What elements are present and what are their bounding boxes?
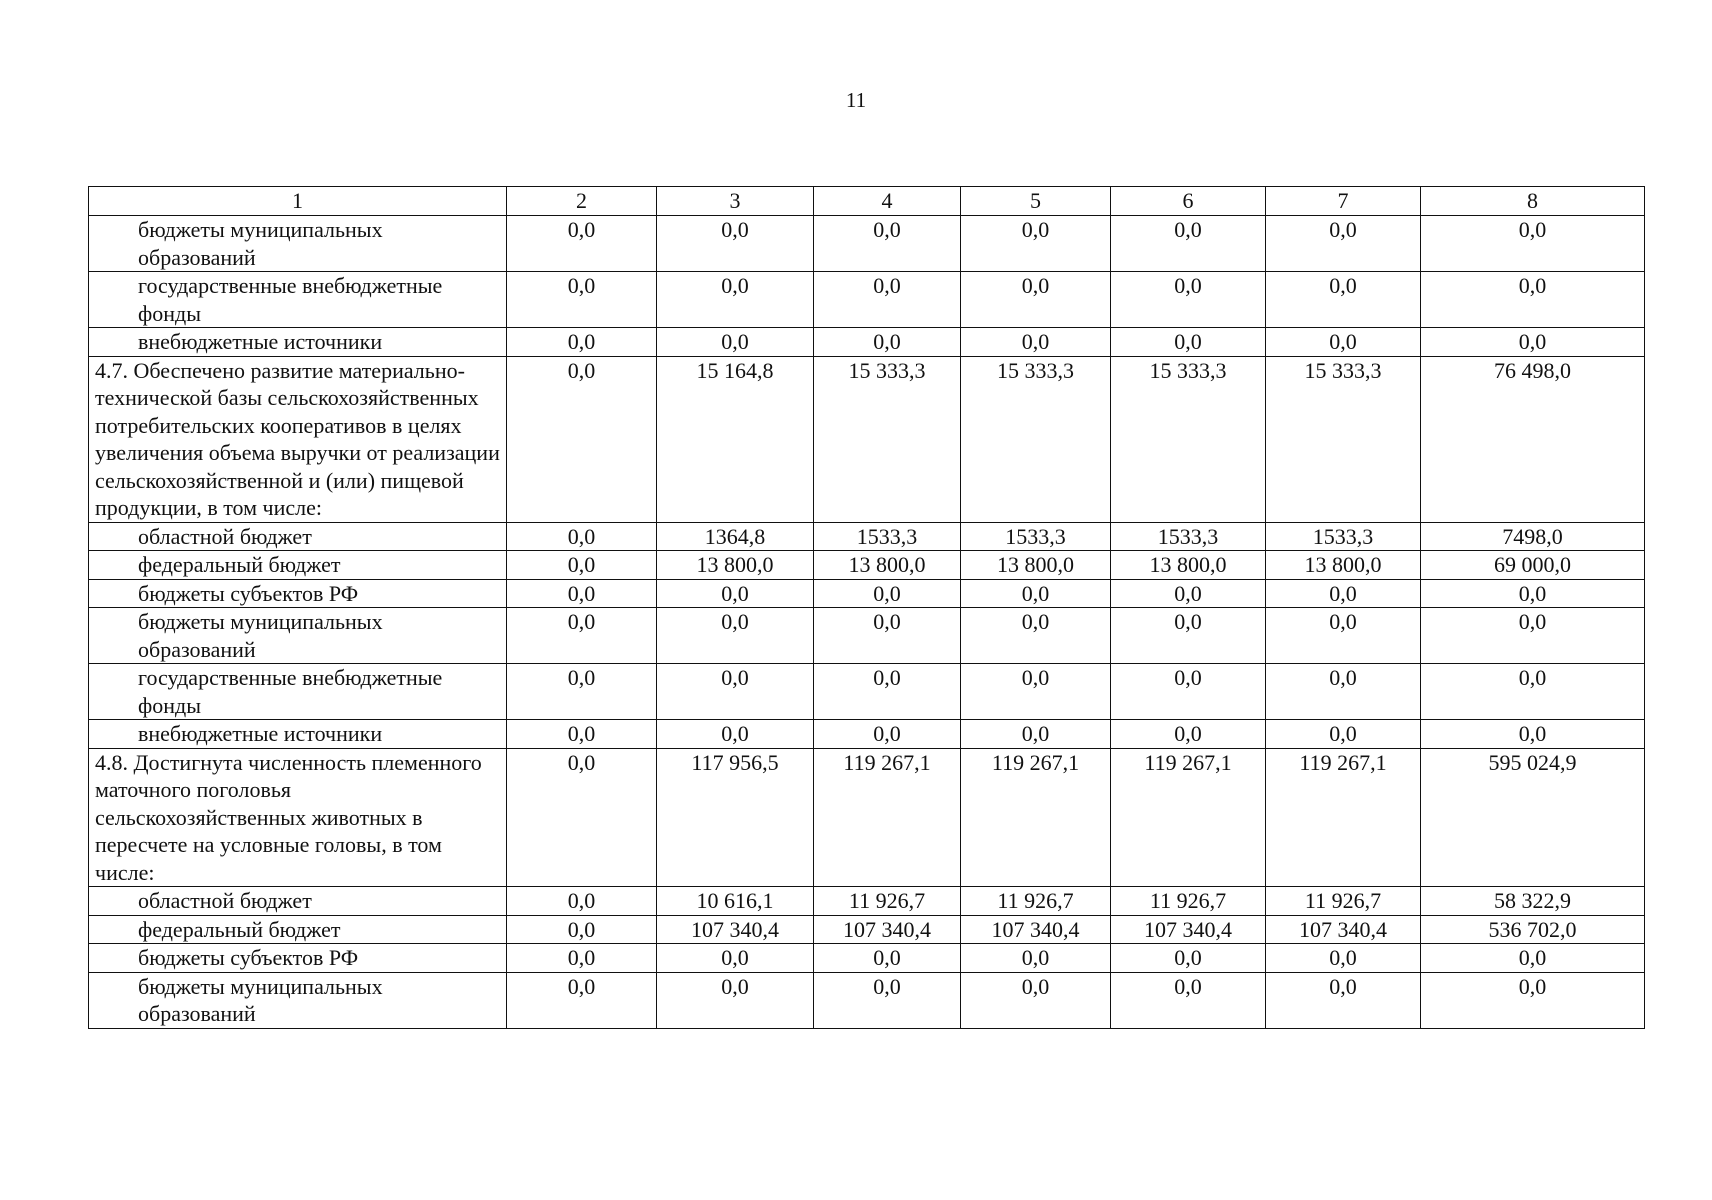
table-row-sub (89, 720, 1645, 749)
row-label-text: федеральный бюджет (138, 552, 341, 577)
row-label (89, 522, 507, 551)
cell-value: 1533,3 (1111, 522, 1266, 551)
cell-value: 107 340,4 (1111, 915, 1266, 944)
header-row (89, 187, 1645, 216)
cell-value: 0,0 (1266, 272, 1421, 328)
cell-value: 107 340,4 (657, 915, 814, 944)
row-label (89, 579, 507, 608)
cell-value: 76 498,0 (1421, 356, 1645, 522)
row-label-text: государственные внебюджетные фонды (138, 665, 443, 718)
cell-value: 0,0 (1111, 579, 1266, 608)
cell-value: 0,0 (961, 944, 1111, 973)
column-header: 2 (507, 187, 657, 216)
cell-value: 0,0 (961, 272, 1111, 328)
row-label (89, 748, 507, 887)
table-row-sub (89, 608, 1645, 664)
table-row-main (89, 356, 1645, 522)
cell-value: 0,0 (507, 972, 657, 1028)
cell-value: 0,0 (1111, 328, 1266, 357)
table-row-sub (89, 579, 1645, 608)
row-label (89, 328, 507, 357)
page-number: 11 (845, 88, 867, 112)
row-label (89, 915, 507, 944)
cell-value: 7498,0 (1421, 522, 1645, 551)
table-row-main (89, 748, 1645, 887)
cell-value: 13 800,0 (657, 551, 814, 580)
cell-value: 11 926,7 (961, 887, 1111, 916)
row-label-text: 4.7. Обеспечено развитие материально-технической базы сельскохозяйственных потребительских кооперативов в целях увеличения объема выручки от реализации сельскохозяйственной и (или) пищевой продукции, в том числе: (95, 357, 500, 520)
cell-value: 0,0 (814, 579, 961, 608)
row-label-text: бюджеты муниципальных образований (138, 217, 383, 270)
cell-value: 0,0 (1266, 972, 1421, 1028)
row-label (89, 944, 507, 973)
cell-value: 11 926,7 (1266, 887, 1421, 916)
cell-value: 0,0 (1421, 972, 1645, 1028)
cell-value: 0,0 (507, 356, 657, 522)
table-row-sub (89, 272, 1645, 328)
cell-value: 0,0 (814, 972, 961, 1028)
cell-value: 0,0 (507, 579, 657, 608)
cell-value: 0,0 (1266, 720, 1421, 749)
row-label (89, 216, 507, 272)
column-header: 5 (961, 187, 1111, 216)
row-label-text: федеральный бюджет (138, 916, 341, 942)
cell-value: 0,0 (507, 522, 657, 551)
cell-value: 10 616,1 (657, 887, 814, 916)
cell-value: 0,0 (961, 608, 1111, 664)
row-label (89, 356, 507, 522)
row-label-text: бюджеты субъектов РФ (138, 945, 359, 970)
cell-value: 0,0 (657, 579, 814, 608)
row-label-text: внебюджетные источники (138, 721, 383, 746)
cell-value: 1533,3 (814, 522, 961, 551)
row-label (89, 720, 507, 749)
row-label (89, 551, 507, 580)
column-header: 1 (89, 187, 507, 216)
cell-value: 119 267,1 (814, 748, 961, 887)
cell-value: 0,0 (961, 972, 1111, 1028)
row-label-text: областной бюджет (138, 523, 312, 549)
cell-value: 119 267,1 (1266, 748, 1421, 887)
cell-value: 0,0 (1421, 216, 1645, 272)
cell-value: 0,0 (961, 328, 1111, 357)
table-row-sub (89, 887, 1645, 916)
cell-value: 0,0 (507, 720, 657, 749)
cell-value: 595 024,9 (1421, 748, 1645, 887)
cell-value: 0,0 (1421, 579, 1645, 608)
cell-value: 0,0 (1421, 664, 1645, 720)
cell-value: 0,0 (814, 944, 961, 973)
cell-value: 0,0 (507, 748, 657, 887)
cell-value: 0,0 (507, 328, 657, 357)
column-header: 3 (657, 187, 814, 216)
cell-value: 15 333,3 (961, 356, 1111, 522)
cell-value: 0,0 (507, 887, 657, 916)
cell-value: 0,0 (657, 328, 814, 357)
cell-value: 13 800,0 (814, 551, 961, 580)
row-label-text: внебюджетные источники (138, 329, 383, 354)
column-header: 7 (1266, 187, 1421, 216)
cell-value: 0,0 (814, 216, 961, 272)
row-label-text: бюджеты муниципальных образований (138, 973, 383, 1026)
cell-value: 0,0 (507, 664, 657, 720)
row-label-text: государственные внебюджетные фонды (138, 273, 443, 326)
cell-value: 0,0 (1111, 720, 1266, 749)
cell-value: 15 333,3 (814, 356, 961, 522)
table-row-sub (89, 915, 1645, 944)
cell-value: 0,0 (657, 944, 814, 973)
cell-value: 0,0 (507, 608, 657, 664)
cell-value: 0,0 (1266, 216, 1421, 272)
cell-value: 0,0 (814, 272, 961, 328)
row-label-text: 4.8. Достигнута численность племенного маточного поголовья сельскохозяйственных животных в пересчете на условные головы, в том числе: (95, 749, 482, 885)
cell-value: 58 322,9 (1421, 887, 1645, 916)
cell-value: 107 340,4 (961, 915, 1111, 944)
row-label (89, 664, 507, 720)
cell-value: 0,0 (1111, 216, 1266, 272)
column-header: 6 (1111, 187, 1266, 216)
cell-value: 11 926,7 (814, 887, 961, 916)
row-label (89, 887, 507, 916)
row-label (89, 608, 507, 664)
table-body (89, 216, 1645, 1029)
table-row-sub (89, 944, 1645, 973)
cell-value: 0,0 (1421, 608, 1645, 664)
cell-value: 1533,3 (1266, 522, 1421, 551)
cell-value: 107 340,4 (814, 915, 961, 944)
cell-value: 0,0 (657, 608, 814, 664)
cell-value: 0,0 (961, 720, 1111, 749)
row-label-text: областной бюджет (138, 888, 312, 913)
cell-value: 15 333,3 (1266, 356, 1421, 522)
cell-value: 0,0 (1266, 579, 1421, 608)
table-row-sub (89, 664, 1645, 720)
cell-value: 11 926,7 (1111, 887, 1266, 916)
cell-value: 0,0 (1111, 272, 1266, 328)
table-row-sub (89, 522, 1645, 551)
cell-value: 0,0 (1266, 328, 1421, 357)
cell-value: 0,0 (1266, 608, 1421, 664)
cell-value: 0,0 (1421, 720, 1645, 749)
cell-value: 0,0 (1421, 944, 1645, 973)
cell-value: 0,0 (1111, 608, 1266, 664)
cell-value: 0,0 (1111, 972, 1266, 1028)
cell-value: 0,0 (657, 664, 814, 720)
table-row-sub (89, 216, 1645, 272)
cell-value: 13 800,0 (1266, 551, 1421, 580)
cell-value: 0,0 (1421, 272, 1645, 328)
cell-value: 0,0 (961, 216, 1111, 272)
cell-value: 0,0 (657, 972, 814, 1028)
cell-value: 107 340,4 (1266, 915, 1421, 944)
row-label-text: бюджеты субъектов РФ (138, 580, 359, 606)
cell-value: 0,0 (1111, 944, 1266, 973)
cell-value: 0,0 (1111, 664, 1266, 720)
cell-value: 0,0 (814, 720, 961, 749)
cell-value: 1364,8 (657, 522, 814, 551)
cell-value: 0,0 (1266, 944, 1421, 973)
cell-value: 0,0 (1421, 328, 1645, 357)
row-label (89, 972, 507, 1028)
cell-value: 0,0 (657, 216, 814, 272)
budget-table (88, 186, 1645, 1029)
cell-value: 0,0 (507, 915, 657, 944)
cell-value: 0,0 (1266, 664, 1421, 720)
cell-value: 0,0 (507, 272, 657, 328)
cell-value: 117 956,5 (657, 748, 814, 887)
cell-value: 119 267,1 (961, 748, 1111, 887)
table-row-sub (89, 328, 1645, 357)
cell-value: 119 267,1 (1111, 748, 1266, 887)
cell-value: 0,0 (507, 216, 657, 272)
cell-value: 1533,3 (961, 522, 1111, 551)
cell-value: 0,0 (961, 579, 1111, 608)
cell-value: 15 164,8 (657, 356, 814, 522)
cell-value: 0,0 (657, 720, 814, 749)
column-header: 8 (1421, 187, 1645, 216)
table-row-sub (89, 551, 1645, 580)
cell-value: 0,0 (507, 944, 657, 973)
cell-value: 69 000,0 (1421, 551, 1645, 580)
table-row-sub (89, 972, 1645, 1028)
cell-value: 0,0 (657, 272, 814, 328)
row-label (89, 272, 507, 328)
cell-value: 0,0 (814, 608, 961, 664)
cell-value: 0,0 (961, 664, 1111, 720)
cell-value: 13 800,0 (1111, 551, 1266, 580)
cell-value: 0,0 (814, 664, 961, 720)
cell-value: 536 702,0 (1421, 915, 1645, 944)
cell-value: 13 800,0 (961, 551, 1111, 580)
column-header: 4 (814, 187, 961, 216)
row-label-text: бюджеты муниципальных образований (138, 609, 383, 662)
cell-value: 0,0 (814, 328, 961, 357)
cell-value: 15 333,3 (1111, 356, 1266, 522)
cell-value: 0,0 (507, 551, 657, 580)
